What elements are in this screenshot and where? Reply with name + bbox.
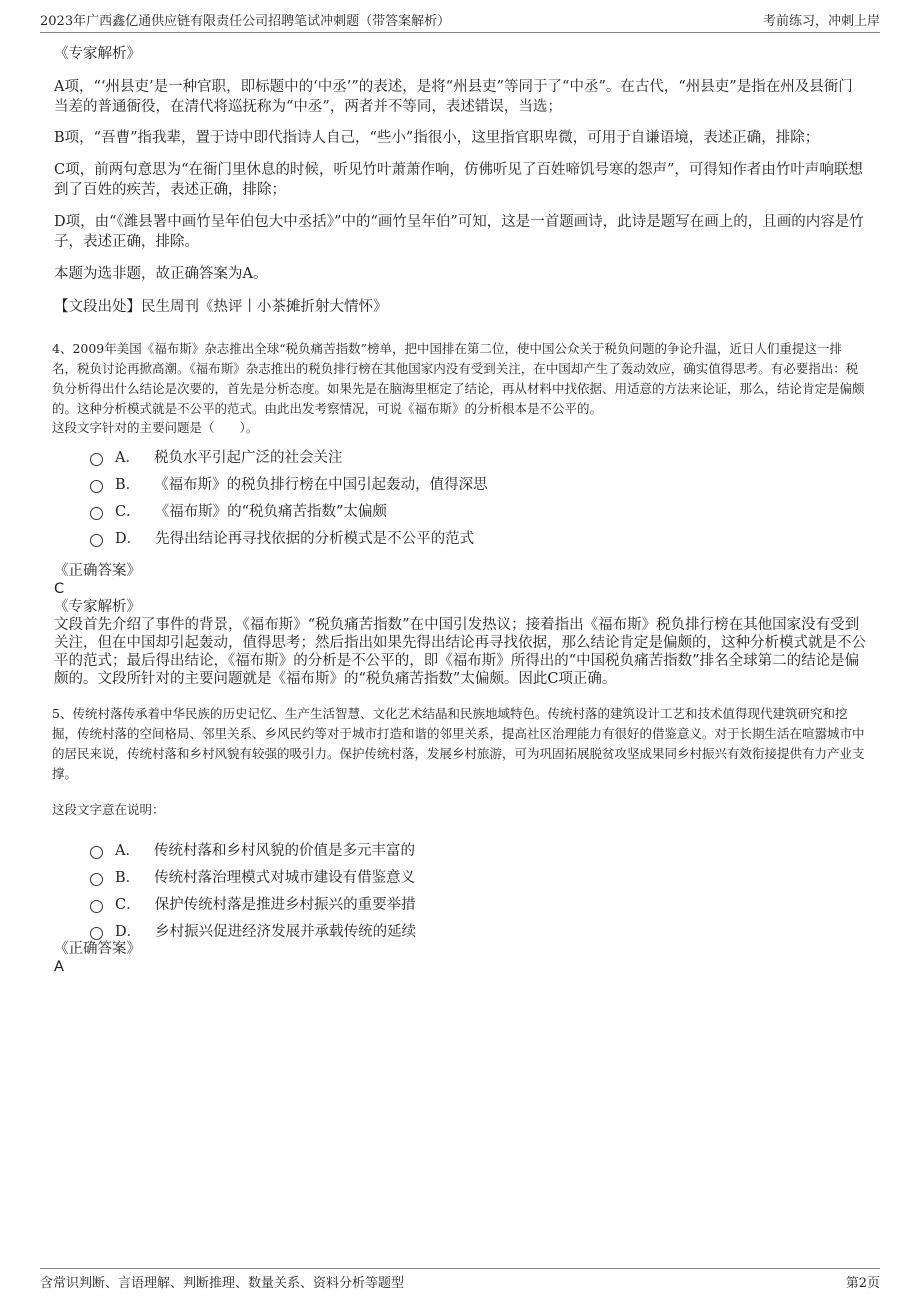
expert-analysis-label: 《专家解析》	[54, 599, 141, 615]
q5-answer-section	[54, 940, 866, 976]
q5-option-c[interactable]	[90, 890, 866, 917]
page-number: 第2页	[845, 1276, 880, 1291]
option-letter: C．	[115, 504, 141, 520]
q5-option-b[interactable]	[90, 863, 866, 890]
radio-icon[interactable]	[90, 900, 103, 913]
expert-analysis-label: 《专家解析》	[54, 46, 141, 62]
header-slogan: 考前练习，冲刺上岸	[762, 14, 880, 29]
radio-icon[interactable]	[90, 507, 103, 520]
option-text: 传统村落和乡村风貌的价值是多元丰富的	[153, 843, 415, 859]
correct-answer-label: 《正确答案》	[54, 563, 141, 579]
header-title: 2023年广西鑫亿通供应链有限责任公司招聘笔试冲刺题（带答案解析）	[40, 14, 451, 29]
option-letter: D．	[115, 924, 142, 940]
correct-answer: A	[54, 959, 64, 975]
option-text: 先得出结论再寻找依据的分析模式是不公平的范式	[155, 531, 475, 547]
option-letter: A．	[115, 450, 140, 466]
radio-icon[interactable]	[90, 480, 103, 493]
question-5	[52, 704, 866, 944]
q5-options	[52, 836, 866, 944]
correct-answer: C	[54, 581, 65, 597]
analysis-option-a: A项，“‘州县吏’是一种官职，即标题中的‘中丞’”的表述，是将“州县吏”等同于了“中丞”。在古代，“州县吏”是指在州及县衙门当差的普通衙役，在清代将巡抚称为“中丞”，两者并不等同，表述错误，当选；	[54, 79, 853, 115]
passage-source: 【文段出处】民生周刊《热评丨小茶摊折射大情怀》	[54, 299, 388, 315]
option-text: 《福布斯》的“税负痛苦指数”太偏颇	[154, 504, 387, 520]
option-text: 税负水平引起广泛的社会关注	[153, 450, 343, 466]
analysis-option-b: B项，“吾曹”指我辈，置于诗中即代指诗人自己，“些小”指很小，这里指官职卑微，可用于自谦语境，表述正确，排除；	[54, 130, 820, 146]
q3-analysis-section	[54, 44, 866, 317]
radio-icon[interactable]	[90, 846, 103, 859]
footer-description: 含常识判断、言语理解、判断推理、数量关系、资料分析等题型	[40, 1276, 405, 1291]
radio-icon[interactable]	[90, 453, 103, 466]
option-text: 保护传统村落是推进乡村振兴的重要举措	[154, 897, 416, 913]
option-letter: D．	[115, 531, 142, 547]
q4-option-a[interactable]	[90, 443, 866, 470]
q5-passage: 5、传统村落传承着中华民族的历史记忆、生产生活智慧、文化艺术结晶和民族地域特色。传统村落的建筑设计工艺和技术值得现代建筑研究和挖掘，传统村落的空间格局、邻里关系、乡风民约等对于城市打造和谐的邻里关系，提高社区治理能力有很好的借鉴意义。对于长期生活在喧嚣城市中的居民来说，传统村落和乡村风貌有较强的吸引力。保护传统村落，发展乡村旅游，可为巩固拓展脱贫攻坚成果同乡村振兴有效衔接提供有力产业支撑。	[52, 706, 865, 781]
q4-passage: 4、2009年美国《福布斯》杂志推出全球“税负痛苦指数”榜单，把中国排在第二位，使中国公众关于税负问题的争论升温，近日人们重提这一排名，税负讨论再掀高潮。《福布斯》杂志推出的税负排行榜在其他国家内没有受到关注，在中国却产生了轰动效应，确实值得思考。有必要指出：税负分析得出什么结论是次要的，首先是分析态度。如果先是在脑海里框定了结论，再从材料中找依据、用适意的方法来论证，那么，结论肯定是偏颇的。这种分析模式就是不公平的范式。由此出发考察情况，可说《福布斯》的分析根本是不公平的。	[52, 341, 865, 416]
radio-icon[interactable]	[90, 873, 103, 886]
q4-option-b[interactable]	[90, 470, 866, 497]
q4-options	[52, 443, 866, 551]
q4-answer-section	[54, 562, 866, 688]
q4-analysis: 文段首先介绍了事件的背景，《福布斯》“税负痛苦指数”在中国引发热议；接着指出《福布斯》税负排行榜在其他国家没有受到关注，但在中国却引起轰动，值得思考；然后指出如果先得出结论再寻找依据，那么结论肯定是偏颇的，这种分析模式就是不公平的范式；最后得出结论，《福布斯》的分析是不公平的，即《福布斯》所得出的“中国税负痛苦指数”排名全球第二的结论是偏颇的。文段所针对的主要问题就是《福布斯》的“税负痛苦指数”太偏颇。因此C项正确。	[54, 617, 866, 687]
option-letter: A．	[115, 843, 140, 859]
analysis-option-d: D项，由“《潍县署中画竹呈年伯包大中丞括》”中的“画竹呈年伯”可知，这是一首题画诗，此诗是题写在画上的，且画的内容是竹子，表述正确，排除。	[54, 214, 864, 250]
q4-option-d[interactable]	[90, 524, 866, 551]
q5-option-a[interactable]	[90, 836, 866, 863]
radio-icon[interactable]	[90, 927, 103, 940]
correct-answer-label: 《正确答案》	[54, 941, 141, 957]
page-footer	[40, 1268, 880, 1291]
q4-option-c[interactable]	[90, 497, 866, 524]
option-letter: B．	[115, 477, 141, 493]
question-4	[52, 339, 866, 551]
option-text: 乡村振兴促进经济发展并承载传统的延续	[155, 924, 417, 940]
option-letter: C．	[115, 897, 141, 913]
analysis-conclusion: 本题为选非题，故正确答案为A。	[54, 266, 268, 282]
analysis-option-c: C项，前两句意思为“在衙门里休息的时候，听见竹叶萧萧作响，仿佛听见了百姓啼饥号寒的怨声”，可得知作者由竹叶声响联想到了百姓的疾苦，表述正确，排除；	[54, 162, 863, 198]
page-header	[40, 10, 880, 33]
q4-question: 这段文字针对的主要问题是（ ）。	[52, 420, 259, 435]
radio-icon[interactable]	[90, 534, 103, 547]
option-text: 传统村落治理模式对城市建设有借鉴意义	[154, 870, 416, 886]
option-text: 《福布斯》的税负排行榜在中国引起轰动，值得深思	[154, 477, 488, 493]
q5-question: 这段文字意在说明：	[52, 802, 165, 817]
option-letter: B．	[115, 870, 141, 886]
